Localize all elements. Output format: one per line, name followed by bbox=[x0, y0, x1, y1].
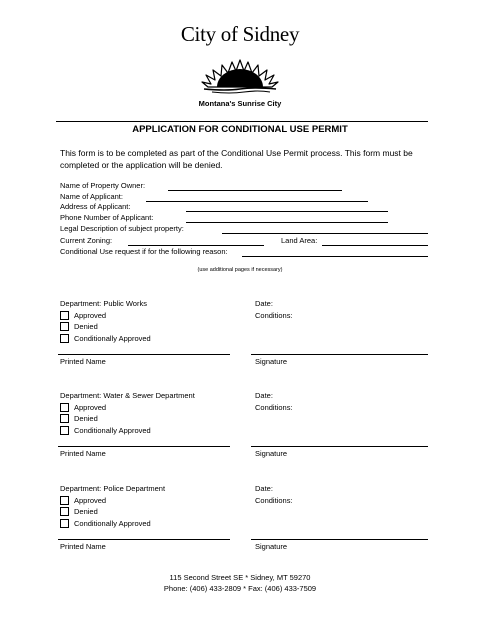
option-label: Denied bbox=[74, 322, 98, 331]
footer bbox=[0, 572, 480, 594]
legal-field[interactable] bbox=[222, 233, 428, 234]
department-name: Department: Water & Sewer Department bbox=[60, 391, 195, 400]
option-label: Approved bbox=[74, 403, 107, 412]
printed-name-label: Printed Name bbox=[60, 542, 106, 551]
city-motto: Montana's Sunrise City bbox=[198, 99, 282, 108]
date-label: Date: bbox=[255, 391, 273, 400]
owner-field[interactable] bbox=[168, 190, 342, 191]
department-name: Department: Public Works bbox=[60, 299, 147, 308]
land-area-field[interactable] bbox=[322, 245, 428, 246]
option-label: Conditionally Approved bbox=[74, 519, 151, 528]
date-label: Date: bbox=[255, 299, 273, 308]
sunrise-logo bbox=[198, 55, 282, 95]
conditions-label: Conditions: bbox=[255, 403, 293, 412]
signature-line[interactable] bbox=[251, 354, 428, 355]
applicant-field[interactable] bbox=[146, 201, 368, 202]
denied-checkbox[interactable] bbox=[60, 414, 69, 423]
land-area-label: Land Area: bbox=[281, 236, 318, 245]
conditions-label: Conditions: bbox=[255, 311, 293, 320]
zoning-field[interactable] bbox=[128, 245, 264, 246]
printed-name-label: Printed Name bbox=[60, 449, 106, 458]
footer-address: 115 Second Street SE * Sidney, MT 59270 bbox=[169, 573, 311, 582]
applicant-label: Name of Applicant: bbox=[60, 192, 123, 201]
signature-line[interactable] bbox=[251, 539, 428, 540]
reason-label: Conditional Use request if for the following reason: bbox=[60, 247, 228, 256]
footer-contact: Phone: (406) 433-2809 * Fax: (406) 433-7509 bbox=[163, 584, 317, 593]
option-label: Approved bbox=[74, 496, 107, 505]
owner-label: Name of Property Owner: bbox=[60, 181, 146, 190]
address-field[interactable] bbox=[186, 211, 388, 212]
zoning-label: Current Zoning: bbox=[60, 236, 113, 245]
denied-checkbox[interactable] bbox=[60, 507, 69, 516]
printed-name-line[interactable] bbox=[58, 446, 230, 447]
printed-name-label: Printed Name bbox=[60, 357, 106, 366]
option-label: Denied bbox=[74, 507, 98, 516]
approved-checkbox[interactable] bbox=[60, 403, 69, 412]
address-label: Address of Applicant: bbox=[60, 202, 131, 211]
option-label: Approved bbox=[74, 311, 107, 320]
printed-name-line[interactable] bbox=[58, 539, 230, 540]
printed-name-line[interactable] bbox=[58, 354, 230, 355]
intro-text: This form is to be completed as part of the Conditional Use Permit process. This form must be completed or the application will be denied. bbox=[60, 148, 413, 170]
signature-label: Signature bbox=[255, 542, 288, 551]
approved-checkbox[interactable] bbox=[60, 496, 69, 505]
option-label: Denied bbox=[74, 414, 98, 423]
city-title: City of Sidney bbox=[180, 22, 300, 46]
phone-label: Phone Number of Applicant: bbox=[60, 213, 154, 222]
option-label: Conditionally Approved bbox=[74, 426, 151, 435]
department-name: Department: Police Department bbox=[60, 484, 166, 493]
reason-field[interactable] bbox=[242, 256, 428, 257]
form-title: APPLICATION FOR CONDITIONAL USE PERMIT bbox=[132, 124, 348, 135]
signature-line[interactable] bbox=[251, 446, 428, 447]
legal-label: Legal Description of subject property: bbox=[60, 224, 184, 233]
phone-field[interactable] bbox=[186, 222, 388, 223]
conditionally-approved-checkbox[interactable] bbox=[60, 334, 69, 343]
signature-label: Signature bbox=[255, 357, 288, 366]
date-label: Date: bbox=[255, 484, 273, 493]
conditionally-approved-checkbox[interactable] bbox=[60, 426, 69, 435]
header-divider bbox=[56, 121, 428, 122]
additional-pages-note: (use additional pages if necessary) bbox=[197, 267, 283, 273]
denied-checkbox[interactable] bbox=[60, 322, 69, 331]
conditionally-approved-checkbox[interactable] bbox=[60, 519, 69, 528]
conditions-label: Conditions: bbox=[255, 496, 293, 505]
signature-label: Signature bbox=[255, 449, 288, 458]
option-label: Conditionally Approved bbox=[74, 334, 151, 343]
approved-checkbox[interactable] bbox=[60, 311, 69, 320]
